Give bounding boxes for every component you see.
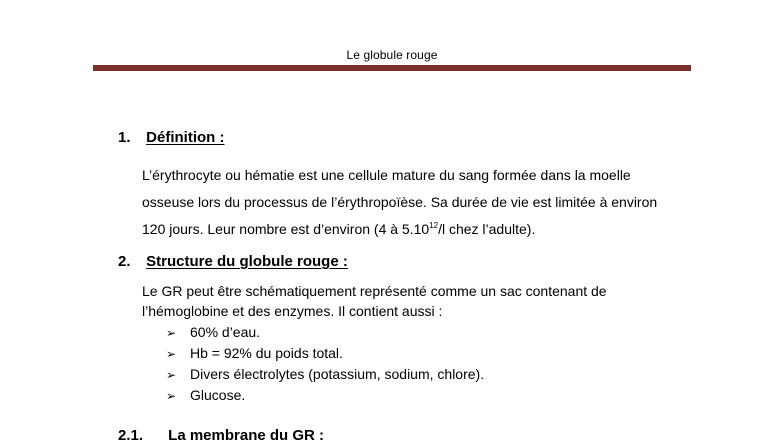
definition-line-3-a: 120 jours. Leur nombre est d’environ (4 à 5.10 [142, 221, 430, 237]
definition-line-2: osseuse lors du processus de l’érythropoïèse. Sa durée de vie est limitée à environ [142, 194, 658, 210]
section-number: 2. [118, 253, 131, 270]
section-title: Définition : [146, 129, 225, 146]
list-item-text: Glucose. [190, 387, 246, 403]
section-title: Structure du globule rouge : [146, 253, 348, 270]
section-title: La membrane du GR : [168, 427, 325, 444]
list-item-text: 60% d’eau. [190, 324, 261, 340]
definition-line-3-b: /l chez l’adulte). [438, 221, 536, 237]
section-number: 2.1. [118, 427, 144, 444]
header-rule [93, 65, 691, 71]
structure-line-1: Le GR peut être schématiquement représenté comme un sac contenant de [142, 283, 607, 299]
arrow-bullet-icon: ➢ [166, 368, 177, 382]
page-header-title: Le globule rouge [346, 48, 438, 62]
section-heading-membrane [118, 427, 324, 444]
list-item [166, 366, 484, 382]
section-heading-structure [118, 253, 348, 270]
arrow-bullet-icon: ➢ [166, 389, 177, 403]
arrow-bullet-icon: ➢ [166, 326, 177, 340]
definition-line-3 [142, 221, 535, 237]
list-item [166, 345, 343, 361]
definition-line-1: L’érythrocyte ou hématie est une cellule mature du sang formée dans la moelle [142, 167, 631, 183]
section-heading-definition [118, 129, 225, 146]
arrow-bullet-icon: ➢ [166, 347, 177, 361]
list-item [166, 387, 245, 403]
list-item-text: Hb = 92% du poids total. [190, 345, 343, 361]
exponent: 12 [429, 221, 439, 230]
section-number: 1. [118, 129, 131, 146]
list-item-text: Divers électrolytes (potassium, sodium, chlore). [190, 366, 485, 382]
structure-line-2: l’hémoglobine et des enzymes. Il contient aussi : [142, 303, 443, 319]
list-item [166, 324, 260, 340]
